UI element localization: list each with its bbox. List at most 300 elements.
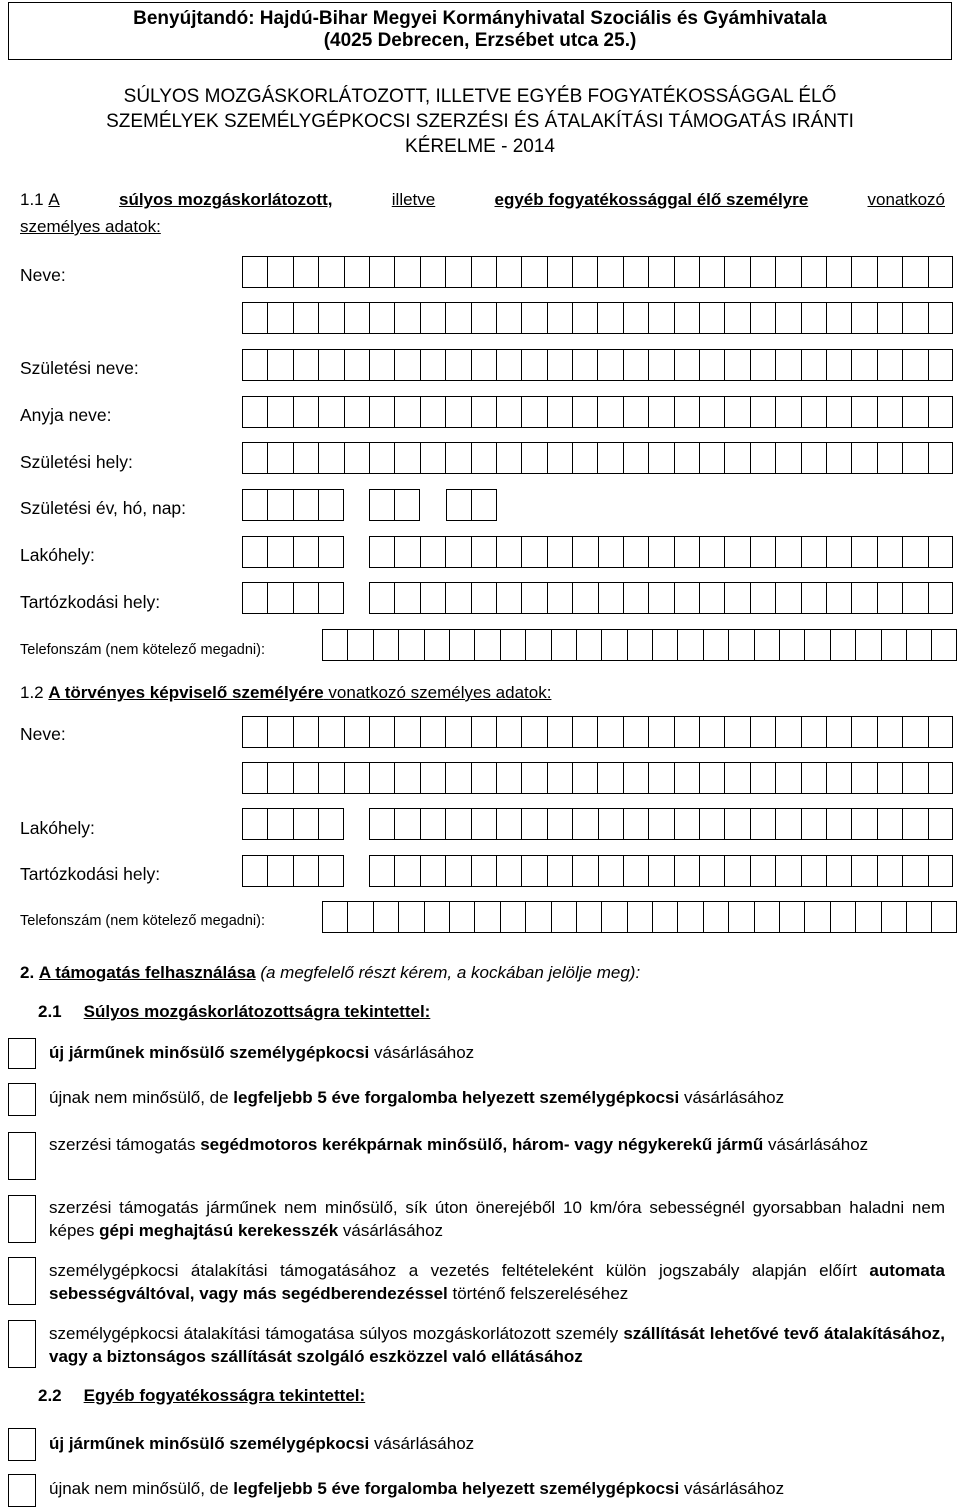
checkbox-2-1-moped[interactable] [8, 1132, 36, 1180]
char-cell[interactable] [445, 582, 470, 614]
char-cell[interactable] [851, 582, 876, 614]
char-cell[interactable] [674, 582, 699, 614]
char-cell[interactable] [851, 442, 876, 474]
char-cell[interactable] [293, 489, 318, 521]
char-cell[interactable] [344, 302, 369, 334]
char-cell[interactable] [242, 808, 267, 840]
char-cell[interactable] [652, 629, 677, 661]
char-cell[interactable] [750, 442, 775, 474]
char-cell[interactable] [242, 302, 267, 334]
char-cell[interactable] [674, 442, 699, 474]
char-cell[interactable] [750, 716, 775, 748]
char-cell[interactable] [318, 396, 343, 428]
char-cell[interactable] [851, 396, 876, 428]
char-cell[interactable] [597, 442, 622, 474]
char-cell[interactable] [394, 349, 419, 381]
char-cell[interactable] [826, 349, 851, 381]
char-cell[interactable] [699, 396, 724, 428]
char-cell[interactable] [420, 808, 445, 840]
char-cell[interactable] [293, 855, 318, 887]
char-cell[interactable] [674, 536, 699, 568]
char-cell[interactable] [877, 442, 902, 474]
char-cell[interactable] [420, 396, 445, 428]
checkbox-2-1-used-car[interactable] [8, 1083, 36, 1116]
char-cell[interactable] [369, 442, 394, 474]
char-cell[interactable] [623, 808, 648, 840]
char-cell[interactable] [576, 901, 601, 933]
char-cell[interactable] [724, 256, 749, 288]
char-cell[interactable] [598, 582, 623, 614]
char-cell[interactable] [369, 716, 394, 748]
char-cell[interactable] [267, 349, 292, 381]
char-cell[interactable] [445, 536, 470, 568]
char-cell[interactable] [881, 901, 906, 933]
char-cell[interactable] [855, 901, 880, 933]
char-cell[interactable] [318, 442, 343, 474]
char-cell[interactable] [674, 716, 699, 748]
char-cell[interactable] [775, 302, 800, 334]
char-cell[interactable] [677, 629, 702, 661]
char-cell[interactable] [826, 808, 851, 840]
char-cell[interactable] [674, 855, 699, 887]
char-cell[interactable] [293, 808, 318, 840]
char-cell[interactable] [445, 302, 470, 334]
char-cell[interactable] [471, 808, 496, 840]
char-cell[interactable] [801, 808, 826, 840]
char-cell[interactable] [572, 536, 597, 568]
char-cell[interactable] [521, 396, 546, 428]
char-cell[interactable] [826, 855, 851, 887]
char-cell[interactable] [551, 629, 576, 661]
char-cell[interactable] [242, 582, 267, 614]
char-cell[interactable] [801, 442, 826, 474]
char-cell[interactable] [775, 256, 800, 288]
char-cell[interactable] [699, 256, 724, 288]
char-cell[interactable] [801, 349, 826, 381]
birth-place-input[interactable] [242, 442, 953, 474]
char-cell[interactable] [398, 901, 423, 933]
char-cell[interactable] [551, 901, 576, 933]
char-cell[interactable] [521, 256, 546, 288]
char-cell[interactable] [699, 442, 724, 474]
char-cell[interactable] [623, 442, 648, 474]
char-cell[interactable] [648, 256, 673, 288]
char-cell[interactable] [597, 762, 622, 794]
char-cell[interactable] [801, 536, 826, 568]
char-cell[interactable] [851, 302, 876, 334]
char-cell[interactable] [623, 256, 648, 288]
char-cell[interactable] [724, 302, 749, 334]
char-cell[interactable] [724, 536, 749, 568]
char-cell[interactable] [471, 716, 496, 748]
char-cell[interactable] [851, 536, 876, 568]
char-cell[interactable] [674, 256, 699, 288]
char-cell[interactable] [699, 808, 724, 840]
char-cell[interactable] [322, 901, 347, 933]
char-cell[interactable] [449, 629, 474, 661]
char-cell[interactable] [754, 629, 779, 661]
char-cell[interactable] [877, 716, 902, 748]
char-cell[interactable] [648, 582, 673, 614]
char-cell[interactable] [801, 396, 826, 428]
char-cell[interactable] [242, 855, 267, 887]
char-cell[interactable] [677, 901, 702, 933]
char-cell[interactable] [750, 302, 775, 334]
char-cell[interactable] [754, 901, 779, 933]
char-cell[interactable] [318, 808, 343, 840]
char-cell[interactable] [597, 396, 622, 428]
checkbox-2-2-used-car[interactable] [8, 1474, 36, 1507]
char-cell[interactable] [572, 396, 597, 428]
char-cell[interactable] [674, 396, 699, 428]
char-cell[interactable] [902, 349, 927, 381]
char-cell[interactable] [724, 442, 749, 474]
char-cell[interactable] [445, 808, 470, 840]
char-cell[interactable] [623, 536, 648, 568]
checkbox-2-2-new-car[interactable] [8, 1428, 36, 1461]
char-cell[interactable] [424, 901, 449, 933]
checkbox-2-1-new-car[interactable] [8, 1038, 36, 1069]
char-cell[interactable] [648, 808, 673, 840]
char-cell[interactable] [826, 256, 851, 288]
char-cell[interactable] [851, 808, 876, 840]
char-cell[interactable] [928, 302, 953, 334]
char-cell[interactable] [648, 716, 673, 748]
char-cell[interactable] [344, 442, 369, 474]
char-cell[interactable] [420, 442, 445, 474]
char-cell[interactable] [851, 256, 876, 288]
char-cell[interactable] [369, 582, 394, 614]
stay-zip-input[interactable] [242, 582, 344, 614]
char-cell[interactable] [369, 489, 394, 521]
char-cell[interactable] [394, 302, 419, 334]
char-cell[interactable] [728, 629, 753, 661]
char-cell[interactable] [322, 629, 347, 661]
char-cell[interactable] [804, 629, 829, 661]
char-cell[interactable] [496, 302, 521, 334]
char-cell[interactable] [267, 855, 292, 887]
char-cell[interactable] [750, 256, 775, 288]
rep-stay-address-input[interactable] [369, 855, 953, 887]
stay-address-input[interactable] [369, 582, 953, 614]
char-cell[interactable] [627, 901, 652, 933]
checkbox-2-1-automatic[interactable] [8, 1257, 36, 1305]
char-cell[interactable] [623, 582, 648, 614]
char-cell[interactable] [902, 582, 927, 614]
char-cell[interactable] [826, 582, 851, 614]
char-cell[interactable] [928, 762, 953, 794]
char-cell[interactable] [521, 716, 546, 748]
char-cell[interactable] [347, 901, 372, 933]
char-cell[interactable] [318, 855, 343, 887]
char-cell[interactable] [474, 901, 499, 933]
birth-day-input[interactable] [446, 489, 497, 521]
char-cell[interactable] [775, 396, 800, 428]
char-cell[interactable] [445, 762, 470, 794]
char-cell[interactable] [547, 855, 572, 887]
char-cell[interactable] [445, 349, 470, 381]
char-cell[interactable] [902, 256, 927, 288]
char-cell[interactable] [597, 716, 622, 748]
char-cell[interactable] [652, 901, 677, 933]
char-cell[interactable] [420, 536, 445, 568]
char-cell[interactable] [648, 536, 673, 568]
char-cell[interactable] [826, 716, 851, 748]
char-cell[interactable] [928, 716, 953, 748]
char-cell[interactable] [724, 716, 749, 748]
char-cell[interactable] [471, 582, 496, 614]
char-cell[interactable] [318, 762, 343, 794]
char-cell[interactable] [750, 808, 775, 840]
char-cell[interactable] [830, 901, 855, 933]
char-cell[interactable] [293, 396, 318, 428]
char-cell[interactable] [521, 302, 546, 334]
birth-year-input[interactable] [242, 489, 344, 521]
char-cell[interactable] [801, 302, 826, 334]
char-cell[interactable] [855, 629, 880, 661]
char-cell[interactable] [877, 762, 902, 794]
char-cell[interactable] [703, 629, 728, 661]
char-cell[interactable] [293, 349, 318, 381]
char-cell[interactable] [500, 629, 525, 661]
char-cell[interactable] [496, 762, 521, 794]
char-cell[interactable] [775, 442, 800, 474]
char-cell[interactable] [547, 582, 572, 614]
char-cell[interactable] [623, 716, 648, 748]
char-cell[interactable] [877, 256, 902, 288]
birth-name-input[interactable] [242, 349, 953, 381]
char-cell[interactable] [420, 302, 445, 334]
char-cell[interactable] [851, 716, 876, 748]
char-cell[interactable] [445, 442, 470, 474]
char-cell[interactable] [902, 536, 927, 568]
char-cell[interactable] [547, 442, 572, 474]
char-cell[interactable] [699, 302, 724, 334]
char-cell[interactable] [267, 489, 292, 521]
char-cell[interactable] [750, 536, 775, 568]
char-cell[interactable] [525, 901, 550, 933]
char-cell[interactable] [750, 396, 775, 428]
char-cell[interactable] [267, 582, 292, 614]
char-cell[interactable] [902, 302, 927, 334]
char-cell[interactable] [724, 396, 749, 428]
char-cell[interactable] [318, 256, 343, 288]
char-cell[interactable] [928, 855, 953, 887]
char-cell[interactable] [801, 855, 826, 887]
char-cell[interactable] [471, 762, 496, 794]
char-cell[interactable] [547, 256, 572, 288]
char-cell[interactable] [877, 582, 902, 614]
char-cell[interactable] [242, 256, 267, 288]
char-cell[interactable] [318, 489, 343, 521]
char-cell[interactable] [445, 855, 470, 887]
char-cell[interactable] [826, 396, 851, 428]
char-cell[interactable] [928, 808, 953, 840]
char-cell[interactable] [699, 855, 724, 887]
char-cell[interactable] [521, 808, 546, 840]
char-cell[interactable] [293, 442, 318, 474]
char-cell[interactable] [750, 762, 775, 794]
char-cell[interactable] [547, 349, 572, 381]
char-cell[interactable] [902, 716, 927, 748]
char-cell[interactable] [293, 256, 318, 288]
char-cell[interactable] [344, 762, 369, 794]
char-cell[interactable] [471, 396, 496, 428]
checkbox-2-1-wheelchair[interactable] [8, 1195, 36, 1243]
char-cell[interactable] [851, 762, 876, 794]
phone-input[interactable] [322, 629, 957, 661]
residence-zip-input[interactable] [242, 536, 344, 568]
char-cell[interactable] [293, 536, 318, 568]
char-cell[interactable] [267, 536, 292, 568]
char-cell[interactable] [902, 855, 927, 887]
char-cell[interactable] [775, 808, 800, 840]
char-cell[interactable] [597, 302, 622, 334]
char-cell[interactable] [597, 349, 622, 381]
char-cell[interactable] [877, 536, 902, 568]
char-cell[interactable] [902, 442, 927, 474]
char-cell[interactable] [775, 536, 800, 568]
char-cell[interactable] [394, 442, 419, 474]
char-cell[interactable] [394, 536, 419, 568]
char-cell[interactable] [347, 629, 372, 661]
char-cell[interactable] [699, 349, 724, 381]
checkbox-2-1-transport[interactable] [8, 1320, 36, 1368]
char-cell[interactable] [496, 442, 521, 474]
char-cell[interactable] [779, 629, 804, 661]
char-cell[interactable] [242, 716, 267, 748]
name-input-row-2[interactable] [242, 302, 953, 334]
char-cell[interactable] [801, 582, 826, 614]
char-cell[interactable] [801, 716, 826, 748]
char-cell[interactable] [928, 396, 953, 428]
char-cell[interactable] [521, 536, 546, 568]
char-cell[interactable] [750, 349, 775, 381]
char-cell[interactable] [449, 901, 474, 933]
char-cell[interactable] [928, 349, 953, 381]
char-cell[interactable] [648, 442, 673, 474]
char-cell[interactable] [572, 302, 597, 334]
residence-address-input[interactable] [369, 536, 953, 568]
char-cell[interactable] [851, 349, 876, 381]
rep-stay-zip-input[interactable] [242, 855, 344, 887]
char-cell[interactable] [703, 901, 728, 933]
char-cell[interactable] [623, 396, 648, 428]
char-cell[interactable] [242, 442, 267, 474]
char-cell[interactable] [601, 629, 626, 661]
char-cell[interactable] [369, 855, 394, 887]
rep-residence-address-input[interactable] [369, 808, 953, 840]
char-cell[interactable] [394, 256, 419, 288]
char-cell[interactable] [496, 396, 521, 428]
char-cell[interactable] [394, 808, 419, 840]
char-cell[interactable] [902, 396, 927, 428]
char-cell[interactable] [598, 855, 623, 887]
char-cell[interactable] [394, 396, 419, 428]
char-cell[interactable] [728, 901, 753, 933]
char-cell[interactable] [445, 716, 470, 748]
char-cell[interactable] [547, 302, 572, 334]
char-cell[interactable] [699, 762, 724, 794]
char-cell[interactable] [724, 349, 749, 381]
char-cell[interactable] [877, 349, 902, 381]
char-cell[interactable] [674, 762, 699, 794]
char-cell[interactable] [576, 629, 601, 661]
char-cell[interactable] [267, 808, 292, 840]
char-cell[interactable] [826, 536, 851, 568]
char-cell[interactable] [724, 762, 749, 794]
char-cell[interactable] [394, 762, 419, 794]
char-cell[interactable] [597, 256, 622, 288]
char-cell[interactable] [369, 808, 394, 840]
char-cell[interactable] [500, 901, 525, 933]
char-cell[interactable] [801, 762, 826, 794]
char-cell[interactable] [775, 855, 800, 887]
char-cell[interactable] [674, 302, 699, 334]
char-cell[interactable] [928, 442, 953, 474]
char-cell[interactable] [572, 582, 597, 614]
char-cell[interactable] [373, 629, 398, 661]
char-cell[interactable] [572, 762, 597, 794]
char-cell[interactable] [369, 302, 394, 334]
char-cell[interactable] [445, 396, 470, 428]
char-cell[interactable] [931, 901, 956, 933]
char-cell[interactable] [674, 349, 699, 381]
char-cell[interactable] [369, 256, 394, 288]
char-cell[interactable] [623, 302, 648, 334]
char-cell[interactable] [928, 536, 953, 568]
char-cell[interactable] [801, 256, 826, 288]
mother-name-input[interactable] [242, 396, 953, 428]
char-cell[interactable] [877, 396, 902, 428]
char-cell[interactable] [804, 901, 829, 933]
char-cell[interactable] [318, 716, 343, 748]
char-cell[interactable] [293, 716, 318, 748]
char-cell[interactable] [496, 256, 521, 288]
char-cell[interactable] [623, 855, 648, 887]
rep-name-input-row-1[interactable] [242, 716, 953, 748]
char-cell[interactable] [699, 536, 724, 568]
char-cell[interactable] [547, 536, 572, 568]
char-cell[interactable] [496, 349, 521, 381]
char-cell[interactable] [521, 442, 546, 474]
char-cell[interactable] [830, 629, 855, 661]
char-cell[interactable] [627, 629, 652, 661]
char-cell[interactable] [496, 536, 521, 568]
char-cell[interactable] [242, 349, 267, 381]
char-cell[interactable] [369, 762, 394, 794]
char-cell[interactable] [724, 808, 749, 840]
char-cell[interactable] [420, 256, 445, 288]
char-cell[interactable] [446, 489, 471, 521]
char-cell[interactable] [601, 901, 626, 933]
char-cell[interactable] [496, 716, 521, 748]
char-cell[interactable] [471, 855, 496, 887]
rep-name-input-row-2[interactable] [242, 762, 953, 794]
char-cell[interactable] [826, 302, 851, 334]
char-cell[interactable] [779, 901, 804, 933]
char-cell[interactable] [699, 716, 724, 748]
char-cell[interactable] [293, 582, 318, 614]
char-cell[interactable] [369, 396, 394, 428]
char-cell[interactable] [420, 582, 445, 614]
char-cell[interactable] [267, 302, 292, 334]
char-cell[interactable] [902, 808, 927, 840]
char-cell[interactable] [928, 582, 953, 614]
char-cell[interactable] [420, 855, 445, 887]
char-cell[interactable] [293, 302, 318, 334]
char-cell[interactable] [851, 855, 876, 887]
